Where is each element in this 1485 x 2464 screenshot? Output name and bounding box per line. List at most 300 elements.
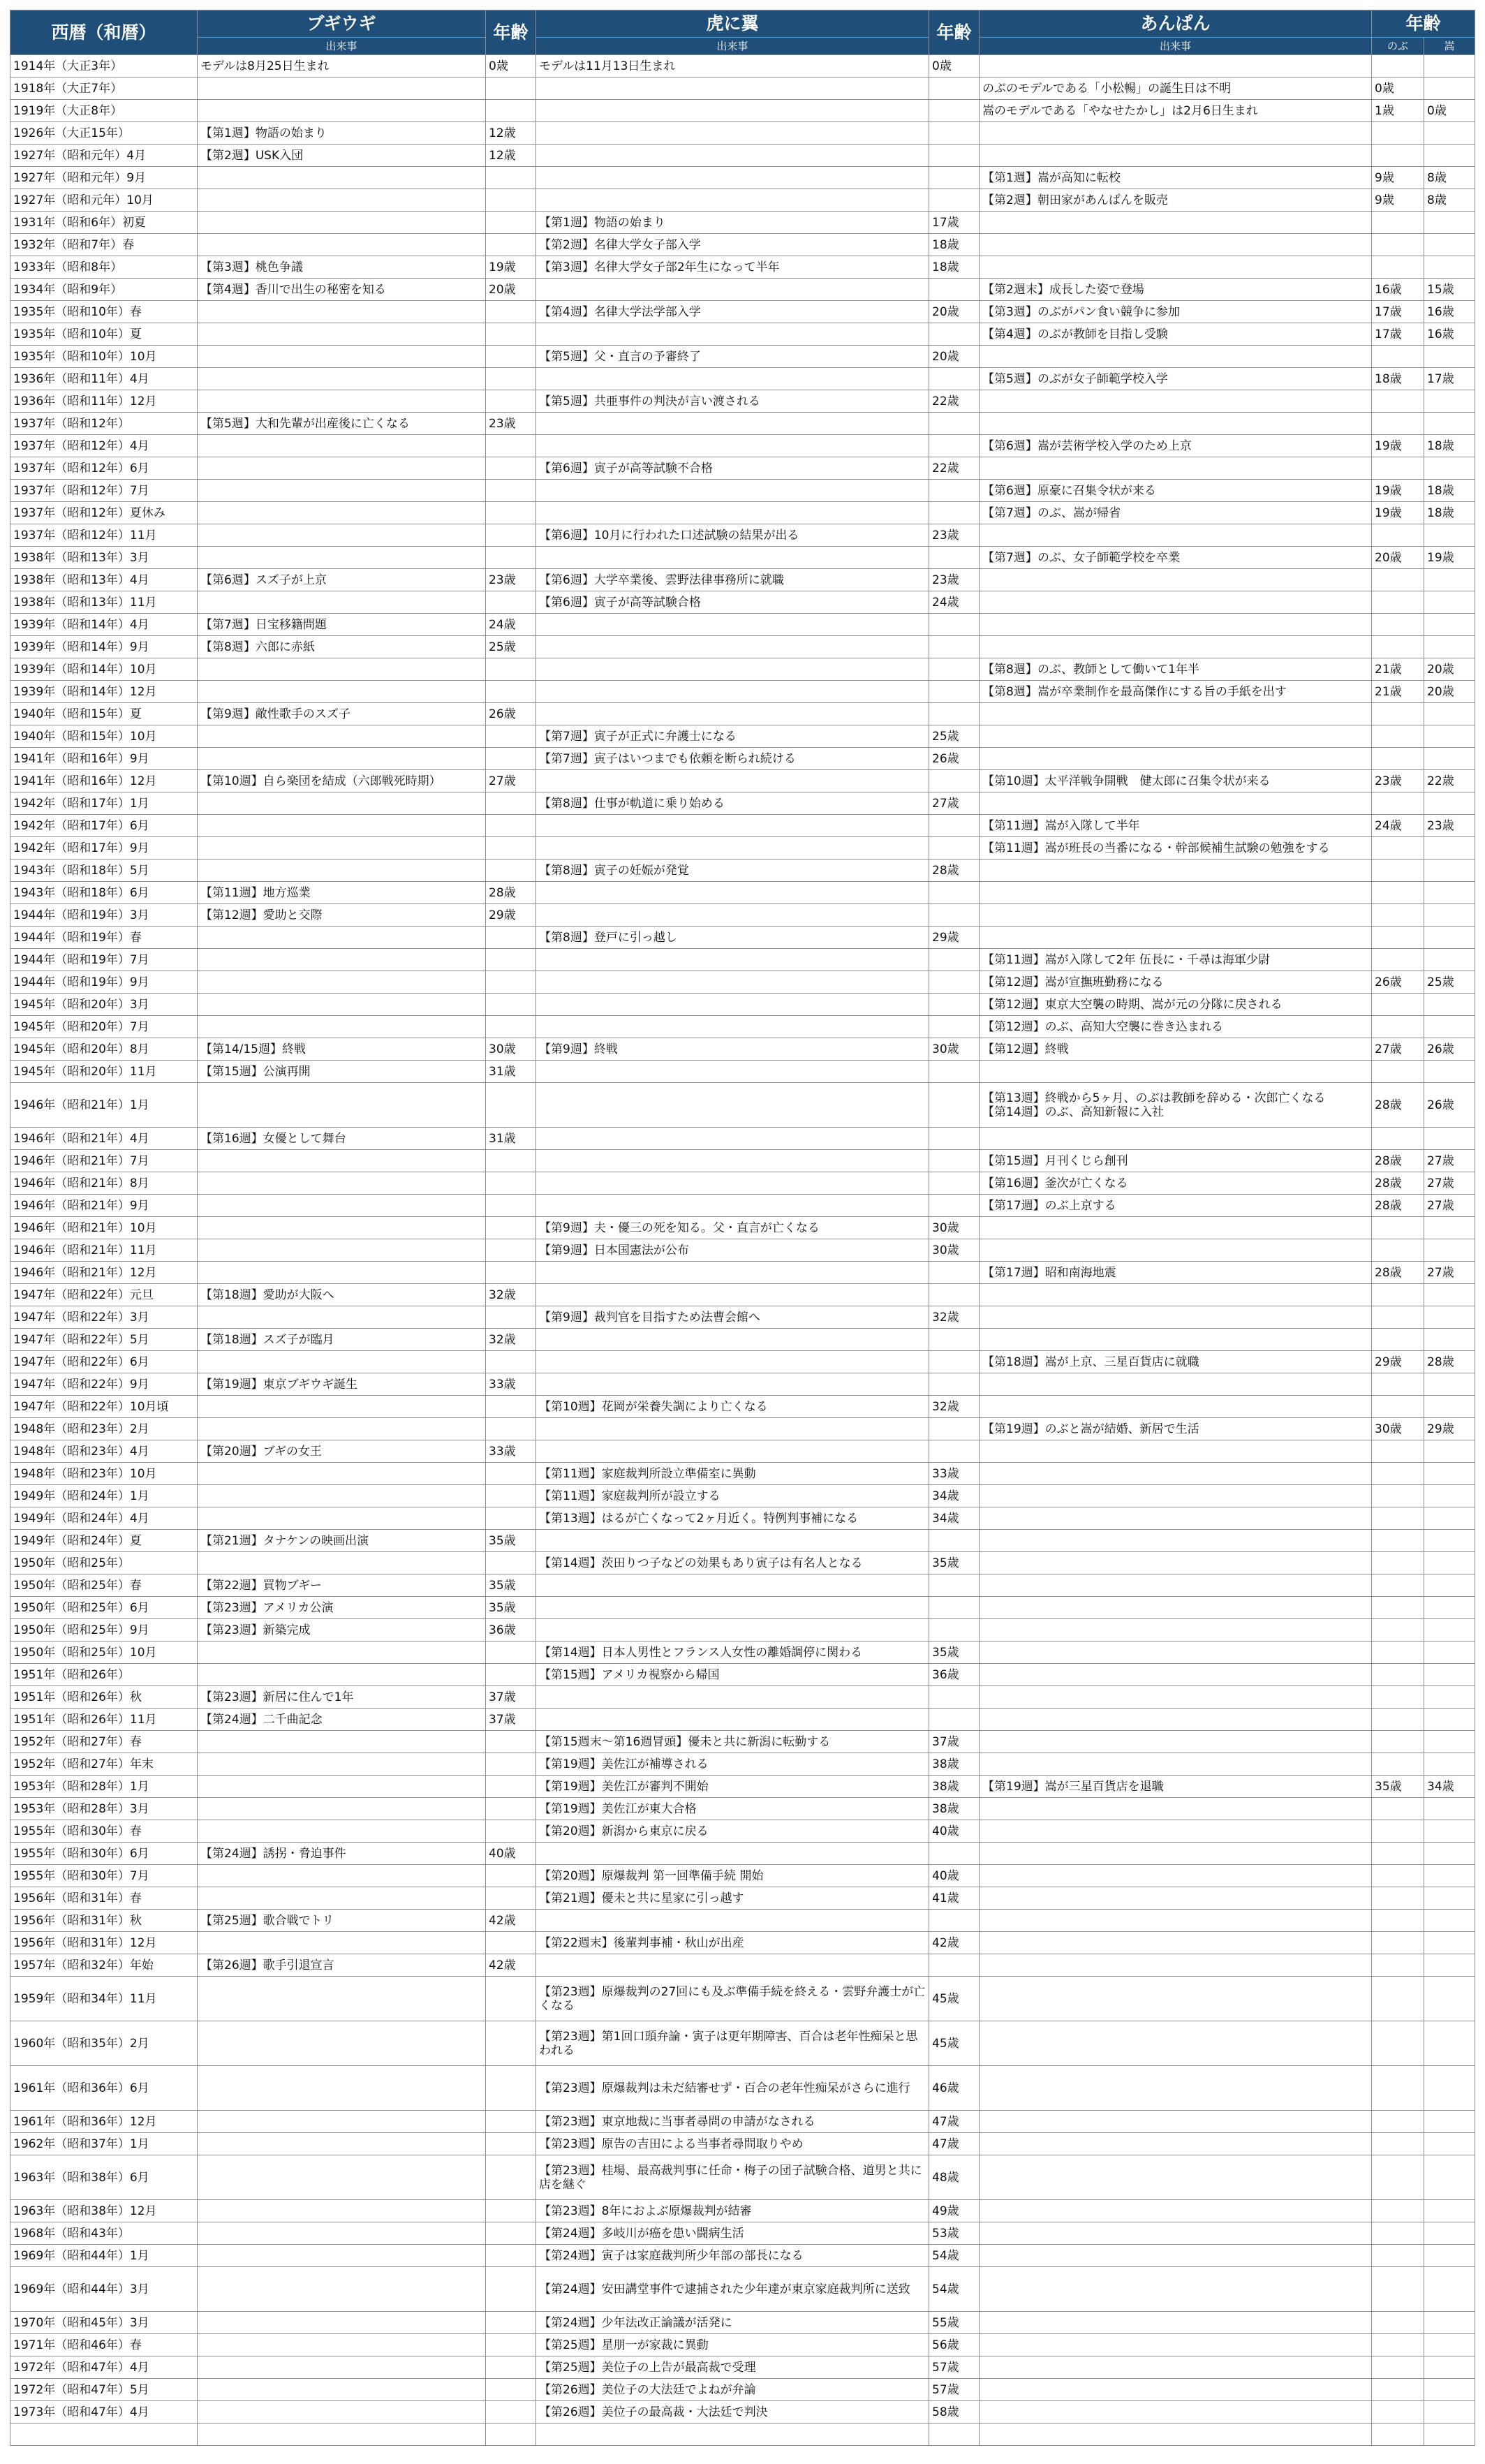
anpan-age-takashi-cell [1424,725,1475,748]
anpan-age-nobu-cell: 26歳 [1372,971,1424,994]
tora-event-cell [536,837,929,860]
tora-age-cell: 25歳 [929,725,980,748]
tora-age-cell [929,837,980,860]
anpan-event-cell [980,524,1372,547]
tora-event-cell: 【第15週】アメリカ視察から帰国 [536,1664,929,1686]
anpan-age-takashi-cell: 25歳 [1424,971,1475,994]
tora-age-cell [929,480,980,502]
boogie-age-cell [486,1463,536,1485]
boogie-age-cell [486,2356,536,2379]
boogie-age-cell [486,390,536,413]
tora-event-cell [536,1128,929,1150]
boogie-event-cell: 【第8週】六郎に赤紙 [198,636,486,658]
boogie-event-cell [198,1195,486,1217]
boogie-age-cell [486,994,536,1016]
subheader-age-takashi: 嵩 [1424,38,1475,55]
tora-age-cell: 49歳 [929,2200,980,2222]
table-row [10,1530,1475,1552]
table-row [10,2066,1475,2111]
anpan-age-nobu-cell [1372,2334,1424,2356]
date-cell: 1933年（昭和8年） [10,256,198,279]
boogie-event-cell: 【第20週】ブギの女王 [198,1440,486,1463]
boogie-age-cell [486,1083,536,1128]
anpan-event-cell [980,2111,1372,2133]
boogie-age-cell [486,1239,536,1262]
anpan-age-takashi-cell [1424,591,1475,614]
tora-event-cell: 【第10週】花岡が栄養失調により亡くなる [536,1396,929,1418]
boogie-age-cell [486,2222,536,2245]
anpan-age-takashi-cell [1424,1485,1475,1507]
tora-event-cell: 【第9週】終戦 [536,1038,929,1061]
anpan-age-takashi-cell [1424,1709,1475,1731]
tora-event-cell: 【第20週】原爆裁判 第一回準備手続 開始 [536,1865,929,1887]
boogie-age-cell: 29歳 [486,904,536,927]
anpan-age-takashi-cell [1424,1865,1475,1887]
boogie-age-cell: 42歳 [486,1954,536,1977]
anpan-event-cell: 【第12週】東京大空襲の時期、嵩が元の分隊に戻される [980,994,1372,1016]
tora-event-cell [536,658,929,681]
anpan-age-takashi-cell [1424,2133,1475,2155]
anpan-event-cell: 嵩のモデルである「やなせたかし」は2月6日生まれ [980,100,1372,122]
table-row [10,1709,1475,1731]
anpan-age-nobu-cell [1372,212,1424,234]
date-cell: 1945年（昭和20年）7月 [10,1016,198,1038]
tora-age-cell [929,1262,980,1284]
anpan-age-nobu-cell [1372,1440,1424,1463]
date-cell: 1947年（昭和22年）10月頃 [10,1396,198,1418]
date-cell: 1968年（昭和43年） [10,2222,198,2245]
date-cell: 1955年（昭和30年）6月 [10,1843,198,1865]
tora-age-cell: 58歳 [929,2401,980,2424]
tora-age-cell [929,1195,980,1217]
anpan-age-nobu-cell: 28歳 [1372,1150,1424,1172]
table-row [10,1932,1475,1954]
boogie-age-cell [486,927,536,949]
boogie-event-cell [198,323,486,346]
boogie-age-cell: 20歳 [486,279,536,301]
table-row [10,1776,1475,1798]
tora-age-cell [929,122,980,145]
tora-event-cell: 【第21週】優未と共に星家に引っ越す [536,1887,929,1910]
boogie-age-cell [486,2133,536,2155]
table-row [10,212,1475,234]
header-age-tora: 年齢 [929,10,980,55]
anpan-age-nobu-cell [1372,2111,1424,2133]
boogie-age-cell [486,681,536,703]
table-row [10,1798,1475,1820]
anpan-age-takashi-cell [1424,413,1475,435]
boogie-age-cell: 26歳 [486,703,536,725]
anpan-age-nobu-cell [1372,2155,1424,2200]
anpan-age-takashi-cell [1424,2222,1475,2245]
boogie-event-cell [198,1262,486,1284]
boogie-event-cell [198,1485,486,1507]
tora-event-cell [536,1083,929,1128]
date-cell: 1944年（昭和19年）春 [10,927,198,949]
anpan-age-takashi-cell [1424,904,1475,927]
tora-event-cell [536,122,929,145]
boogie-event-cell [198,524,486,547]
anpan-event-cell [980,904,1372,927]
boogie-age-cell [486,748,536,770]
anpan-event-cell [980,2424,1372,2446]
boogie-age-cell [486,1172,536,1195]
anpan-age-takashi-cell: 15歳 [1424,279,1475,301]
boogie-event-cell [198,189,486,212]
anpan-age-takashi-cell [1424,390,1475,413]
anpan-age-takashi-cell: 23歳 [1424,815,1475,837]
anpan-event-cell [980,1887,1372,1910]
tora-age-cell: 40歳 [929,1820,980,1843]
table-row [10,100,1475,122]
tora-age-cell [929,1150,980,1172]
tora-event-cell: 【第26週】美位子の大法廷でよねが弁論 [536,2379,929,2401]
anpan-age-nobu-cell: 17歳 [1372,301,1424,323]
boogie-event-cell [198,480,486,502]
boogie-event-cell [198,1172,486,1195]
anpan-event-cell [980,1507,1372,1530]
boogie-event-cell [198,502,486,524]
anpan-event-cell [980,1306,1372,1329]
table-row [10,1418,1475,1440]
tora-event-cell [536,1686,929,1709]
table-row [10,927,1475,949]
table-row [10,770,1475,792]
anpan-age-takashi-cell [1424,1463,1475,1485]
boogie-event-cell [198,301,486,323]
anpan-age-nobu-cell: 9歳 [1372,189,1424,212]
anpan-event-cell [980,346,1372,368]
tora-age-cell [929,1016,980,1038]
tora-event-cell [536,1954,929,1977]
anpan-age-takashi-cell: 20歳 [1424,681,1475,703]
table-row [10,1865,1475,1887]
table-row [10,860,1475,882]
date-cell: 1937年（昭和12年）11月 [10,524,198,547]
tora-age-cell [929,78,980,100]
table-row [10,1083,1475,1128]
anpan-event-cell [980,1932,1372,1954]
tora-age-cell: 30歳 [929,1239,980,1262]
tora-event-cell: 【第7週】寅子が正式に弁護士になる [536,725,929,748]
table-row [10,1843,1475,1865]
date-cell: 1927年（昭和元年）10月 [10,189,198,212]
boogie-event-cell [198,1239,486,1262]
anpan-age-takashi-cell [1424,2401,1475,2424]
anpan-event-cell: 【第15週】月刊くじら創刊 [980,1150,1372,1172]
date-cell: 1948年（昭和23年）4月 [10,1440,198,1463]
date-cell: 1947年（昭和22年）6月 [10,1351,198,1373]
tora-age-cell: 34歳 [929,1507,980,1530]
anpan-age-nobu-cell [1372,55,1424,78]
anpan-age-takashi-cell [1424,1061,1475,1083]
date-cell: 1938年（昭和13年）3月 [10,547,198,569]
boogie-event-cell [198,212,486,234]
timeline-body [10,55,1475,2446]
tora-age-cell [929,323,980,346]
anpan-age-nobu-cell [1372,1239,1424,1262]
anpan-age-nobu-cell [1372,1619,1424,1642]
boogie-age-cell [486,2334,536,2356]
anpan-event-cell: 【第11週】嵩が入隊して半年 [980,815,1372,837]
boogie-event-cell [198,1664,486,1686]
anpan-event-cell [980,860,1372,882]
anpan-age-takashi-cell [1424,2021,1475,2066]
boogie-age-cell: 37歳 [486,1686,536,1709]
table-row [10,1016,1475,1038]
anpan-age-takashi-cell [1424,2111,1475,2133]
tora-event-cell: 【第5週】共亜事件の判決が言い渡される [536,390,929,413]
table-row [10,480,1475,502]
boogie-event-cell [198,100,486,122]
boogie-event-cell [198,1820,486,1843]
boogie-event-cell [198,547,486,569]
anpan-age-nobu-cell [1372,1954,1424,1977]
anpan-age-takashi-cell [1424,949,1475,971]
anpan-age-nobu-cell [1372,1306,1424,1329]
anpan-age-takashi-cell: 34歳 [1424,1776,1475,1798]
table-row [10,994,1475,1016]
anpan-age-nobu-cell: 35歳 [1372,1776,1424,1798]
boogie-event-cell [198,815,486,837]
table-row [10,1150,1475,1172]
anpan-age-takashi-cell [1424,256,1475,279]
tora-age-cell [929,994,980,1016]
tora-age-cell [929,1061,980,1083]
tora-age-cell: 47歳 [929,2133,980,2155]
boogie-event-cell [198,390,486,413]
boogie-event-cell [198,681,486,703]
anpan-age-nobu-cell [1372,1329,1424,1351]
boogie-age-cell [486,435,536,457]
anpan-age-takashi-cell: 18歳 [1424,435,1475,457]
tora-event-cell: 【第8週】寅子の妊娠が発覚 [536,860,929,882]
table-row [10,1731,1475,1753]
header-age-boogie: 年齢 [486,10,536,55]
date-cell: 1927年（昭和元年）4月 [10,145,198,167]
boogie-age-cell [486,658,536,681]
anpan-age-nobu-cell: 16歳 [1372,279,1424,301]
tora-age-cell [929,1954,980,1977]
tora-event-cell: 【第6週】寅子が高等試験合格 [536,591,929,614]
boogie-age-cell [486,1731,536,1753]
boogie-age-cell [486,480,536,502]
anpan-event-cell [980,1664,1372,1686]
boogie-event-cell [198,927,486,949]
tora-event-cell: 【第9週】夫・優三の死を知る。父・直言が亡くなる [536,1217,929,1239]
anpan-age-takashi-cell [1424,1731,1475,1753]
date-cell: 1937年（昭和12年）7月 [10,480,198,502]
tora-age-cell [929,2424,980,2446]
anpan-age-takashi-cell [1424,2424,1475,2446]
anpan-age-nobu-cell [1372,457,1424,480]
anpan-age-nobu-cell [1372,234,1424,256]
boogie-event-cell [198,949,486,971]
boogie-age-cell [486,1016,536,1038]
anpan-age-nobu-cell [1372,1709,1424,1731]
tora-event-cell [536,770,929,792]
tora-event-cell: 【第25週】星朋一が家裁に異動 [536,2334,929,2356]
tora-event-cell [536,1440,929,1463]
tora-age-cell: 56歳 [929,2334,980,2356]
tora-event-cell [536,1262,929,1284]
table-row [10,122,1475,145]
date-cell: 1970年（昭和45年）3月 [10,2312,198,2334]
anpan-event-cell [980,256,1372,279]
boogie-event-cell [198,1418,486,1440]
tora-event-cell: 【第13週】はるが亡くなって2ヶ月近く。特例判事補になる [536,1507,929,1530]
date-cell: 1941年（昭和16年）12月 [10,770,198,792]
boogie-age-cell [486,1351,536,1373]
boogie-event-cell [198,658,486,681]
tora-age-cell: 42歳 [929,1932,980,1954]
tora-event-cell: 【第7週】寅子はいつまでも依頼を断られ続ける [536,748,929,770]
anpan-age-takashi-cell [1424,1530,1475,1552]
anpan-age-takashi-cell [1424,1977,1475,2021]
table-row [10,837,1475,860]
date-cell: 1935年（昭和10年）春 [10,301,198,323]
tora-event-cell [536,480,929,502]
anpan-age-nobu-cell: 20歳 [1372,547,1424,569]
subheader-event-anpan: 出来事 [980,38,1372,55]
tora-age-cell: 53歳 [929,2222,980,2245]
anpan-age-takashi-cell [1424,1373,1475,1396]
header-show-boogie-woogie: ブギウギ [198,10,486,38]
boogie-event-cell: 【第11週】地方巡業 [198,882,486,904]
date-cell: 1926年（大正15年） [10,122,198,145]
anpan-event-cell: 【第6週】嵩が芸術学校入学のため上京 [980,435,1372,457]
anpan-age-nobu-cell: 30歳 [1372,1418,1424,1440]
table-row [10,1954,1475,1977]
date-cell: 1948年（昭和23年）10月 [10,1463,198,1485]
anpan-event-cell: 【第11週】嵩が班長の当番になる・幹部候補生試験の勉強をする [980,837,1372,860]
table-row [10,882,1475,904]
table-row [10,1664,1475,1686]
tora-age-cell: 38歳 [929,1798,980,1820]
tora-event-cell [536,1195,929,1217]
tora-age-cell: 45歳 [929,1977,980,2021]
date-cell: 1943年（昭和18年）6月 [10,882,198,904]
tora-age-cell: 55歳 [929,2312,980,2334]
boogie-age-cell [486,2312,536,2334]
boogie-event-cell: 【第21週】タナケンの映画出演 [198,1530,486,1552]
date-cell: 1914年（大正3年） [10,55,198,78]
anpan-age-nobu-cell: 9歳 [1372,167,1424,189]
boogie-event-cell: 【第16週】女優として舞台 [198,1128,486,1150]
anpan-age-takashi-cell [1424,1552,1475,1574]
boogie-age-cell: 0歳 [486,55,536,78]
date-cell: 1935年（昭和10年）10月 [10,346,198,368]
tora-event-cell: 【第11週】家庭裁判所が設立する [536,1485,929,1507]
anpan-age-nobu-cell [1372,1642,1424,1664]
boogie-event-cell [198,748,486,770]
anpan-event-cell [980,2312,1372,2334]
date-cell: 1947年（昭和22年）3月 [10,1306,198,1329]
boogie-event-cell [198,1932,486,1954]
anpan-age-nobu-cell [1372,2379,1424,2401]
anpan-age-takashi-cell [1424,1932,1475,1954]
tora-event-cell: 【第11週】家庭裁判所設立準備室に異動 [536,1463,929,1485]
table-row [10,323,1475,346]
anpan-age-takashi-cell [1424,145,1475,167]
table-row [10,748,1475,770]
tora-age-cell [929,279,980,301]
tora-event-cell [536,1016,929,1038]
anpan-event-cell [980,1373,1372,1396]
boogie-event-cell [198,346,486,368]
date-cell: 1942年（昭和17年）6月 [10,815,198,837]
anpan-age-takashi-cell: 27歳 [1424,1195,1475,1217]
table-row [10,279,1475,301]
anpan-age-takashi-cell [1424,1440,1475,1463]
tora-age-cell: 48歳 [929,2155,980,2200]
anpan-event-cell [980,2200,1372,2222]
table-row [10,1262,1475,1284]
date-cell: 1956年（昭和31年）秋 [10,1910,198,1932]
date-cell: 1960年（昭和35年）2月 [10,2021,198,2066]
tora-age-cell [929,1351,980,1373]
tora-event-cell [536,1910,929,1932]
tora-event-cell: 【第19週】美佐江が審判不開始 [536,1776,929,1798]
date-cell: 1937年（昭和12年） [10,413,198,435]
anpan-age-nobu-cell [1372,1574,1424,1597]
tora-event-cell: 【第23週】東京地裁に当事者尋問の申請がなされる [536,2111,929,2133]
anpan-event-cell: 【第2週末】成長した姿で登場 [980,279,1372,301]
anpan-age-takashi-cell [1424,569,1475,591]
boogie-age-cell: 19歳 [486,256,536,279]
anpan-event-cell: のぶのモデルである「小松暢」の誕生日は不明 [980,78,1372,100]
boogie-age-cell [486,301,536,323]
tora-age-cell [929,502,980,524]
anpan-age-takashi-cell [1424,2200,1475,2222]
timeline-table [10,10,1475,2446]
date-cell: 1941年（昭和16年）9月 [10,748,198,770]
table-row [10,2155,1475,2200]
tora-event-cell [536,971,929,994]
anpan-event-cell [980,591,1372,614]
boogie-age-cell [486,2245,536,2267]
tora-age-cell: 46歳 [929,2066,980,2111]
anpan-age-nobu-cell [1372,1284,1424,1306]
date-cell: 1951年（昭和26年）11月 [10,1709,198,1731]
boogie-age-cell [486,502,536,524]
table-row [10,256,1475,279]
boogie-event-cell [198,2021,486,2066]
tora-age-cell [929,770,980,792]
anpan-age-nobu-cell: 18歳 [1372,368,1424,390]
anpan-age-takashi-cell [1424,78,1475,100]
boogie-age-cell [486,212,536,234]
tora-age-cell [929,1083,980,1128]
date-cell: 1959年（昭和34年）11月 [10,1977,198,2021]
anpan-event-cell [980,1329,1372,1351]
boogie-age-cell [486,1865,536,1887]
table-row [10,435,1475,457]
tora-event-cell: 【第23週】第1回口頭弁論・寅子は更年期障害、百合は老年性痴呆と思われる [536,2021,929,2066]
anpan-age-takashi-cell [1424,55,1475,78]
anpan-event-cell [980,1709,1372,1731]
tora-age-cell [929,1910,980,1932]
date-cell: 1932年（昭和7年）春 [10,234,198,256]
table-row [10,658,1475,681]
tora-age-cell [929,1843,980,1865]
boogie-event-cell [198,1865,486,1887]
anpan-event-cell: 【第6週】原豪に召集令状が来る [980,480,1372,502]
table-row [10,2021,1475,2066]
date-cell: 1927年（昭和元年）9月 [10,167,198,189]
tora-age-cell: 30歳 [929,1038,980,1061]
tora-event-cell: 【第23週】原爆裁判の27回にも及ぶ準備手続を終える・雲野弁護士が亡くなる [536,1977,929,2021]
